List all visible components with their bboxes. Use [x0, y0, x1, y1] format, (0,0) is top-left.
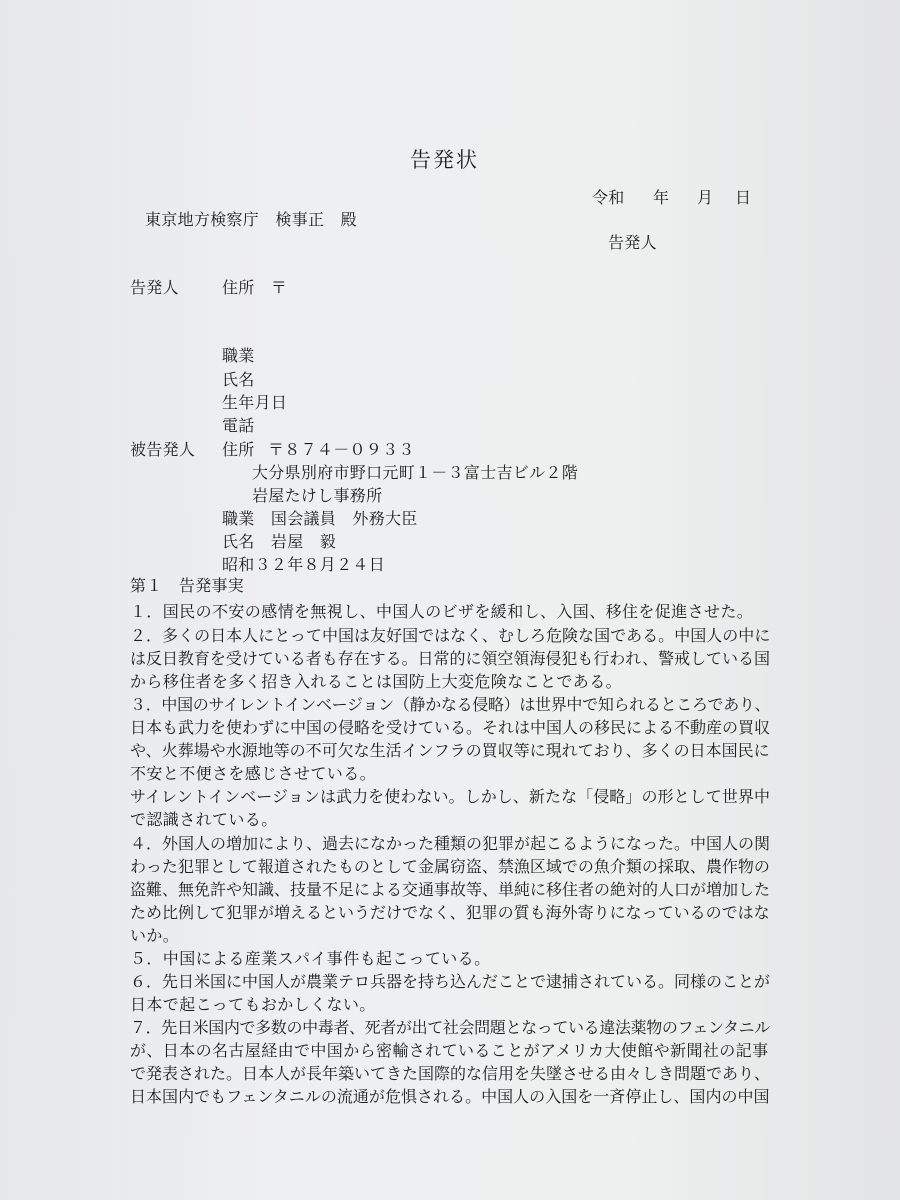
- complainant-name-label: 氏名: [222, 370, 255, 389]
- accused-birth: 昭和３２年８月２４日: [222, 555, 386, 574]
- accused-address-line1: 大分県別府市野口元町１－３富士吉ビル２階: [252, 463, 579, 482]
- body-line: は反日教育を受けている者も存在する。日常的に領空領海侵犯も行われ、警戒している国: [130, 649, 770, 668]
- body-line: 不安と不便さを感じさせている。: [130, 764, 377, 783]
- addressee: 東京地方検察庁 検事正 殿: [145, 210, 357, 229]
- date-era: 令和: [592, 188, 625, 207]
- body-line: サイレントインベージョンは武力を使わない。しかし、新たな「侵略」の形として世界中: [130, 787, 771, 806]
- accused-name: 氏名 岩屋 毅: [222, 532, 337, 551]
- body-line: で認識されている。: [130, 810, 278, 829]
- complainant-address-label: 住所 〒: [222, 278, 288, 297]
- body-line: 日本も武力を使わずに中国の侵略を受けている。それは中国人の移民による不動産の買収: [130, 718, 771, 737]
- body-line: で発表された。日本人が長年築いてきた国際的な信用を失墜させる由々しき問題であり、: [130, 1064, 771, 1083]
- body-line: 日本国内でもフェンタニルの流通が危惧される。中国人の入国を一斉停止し、国内の中国: [130, 1087, 770, 1106]
- body-line: 盗難、無免許や知識、技量不足による交通事故等、単純に移住者の絶対的人口が増加した: [130, 880, 771, 899]
- accused-occupation: 職業 国会議員 外務大臣: [222, 509, 418, 528]
- body-line: ４．外国人の増加により、過去になかった種類の犯罪が起こるようになった。中国人の関: [130, 834, 771, 853]
- accused-postal-code: 〒８７４－０９３３: [268, 440, 415, 459]
- date-month: 月: [697, 188, 714, 207]
- section-heading: 第１ 告発事実: [130, 576, 245, 595]
- body-line: ３．中国のサイレントインベージョン（静かなる侵略）は世界中で知られるところであり、: [130, 695, 771, 714]
- body-line: わった犯罪として報道されたものとして金属窃盗、禁漁区域での魚介類の採取、農作物の: [130, 857, 770, 876]
- body-line: 日本で起こってもおかしくない。: [130, 995, 376, 1014]
- accused-heading: 被告発人: [130, 440, 196, 459]
- signer-label: 告発人: [608, 233, 657, 252]
- date-day: 日: [735, 188, 752, 207]
- date-year: 年: [653, 188, 670, 207]
- accused-address-label: 住所: [222, 440, 255, 459]
- body-line: いか。: [130, 926, 180, 945]
- body-line: ５．中国による産業スパイ事件も起こっている。: [130, 949, 491, 968]
- body-line: ７．先日米国内で多数の中毒者、死者が出て社会問題となっている違法薬物のフェンタニル: [130, 1018, 770, 1037]
- accused-address-line2: 岩屋たけし事務所: [252, 486, 383, 505]
- body-line: １．国民の不安の感情を無視し、中国人のビザを緩和し、入国、移住を促進させた。: [130, 602, 754, 621]
- complainant-birth-label: 生年月日: [222, 393, 288, 412]
- complainant-phone-label: 電話: [222, 416, 255, 435]
- body-line: ２．多くの日本人にとって中国は友好国ではなく、むしろ危険な国である。中国人の中に: [130, 626, 771, 645]
- body-line: ため比例して犯罪が増えるというだけでなく、犯罪の質も海外寄りになっているのではな: [130, 903, 770, 922]
- body-line: から移住者を多く招き入れることは国防上大変危険なことである。: [130, 672, 623, 691]
- body-line: ６．先日米国に中国人が農業テロ兵器を持ち込んだことで逮捕されている。同様のことが: [130, 972, 771, 991]
- body-line: や、火葬場や水源地等の不可欠な生活インフラの買収等に現れており、多くの日本国民に: [130, 741, 770, 760]
- document-title: 告発状: [410, 148, 479, 172]
- complainant-heading: 告発人: [130, 278, 179, 297]
- body-line: が、日本の名古屋経由で中国から密輸されていることがアメリカ大使館や新聞社の記事: [130, 1041, 769, 1060]
- complainant-occupation-label: 職業: [222, 346, 255, 365]
